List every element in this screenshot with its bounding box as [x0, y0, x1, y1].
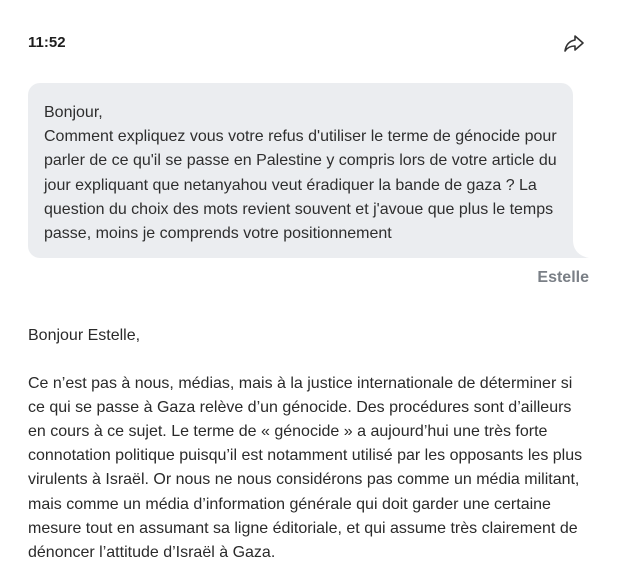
answer-text: Ce n’est pas à nous, médias, mais à la justice internationale de déterminer si ce qui se passe à Gaza relève d’un génocide. Des procédures sont d’ailleurs en cours à ce sujet. Le terme de « génocide » a aujourd’hui une très forte connotation politique puisqu’il est notamment utilisé par les opposants les plus virulents à Israël. Or nous ne nous considérons pas comme un média militant, mais comme un média d’information générale qui doit garder une certaine mesure tout en assumant sa ligne éditoriale, et qui assume très clairement de dénoncer l’attitude d’Israël à Gaza.: [28, 375, 583, 561]
share-arrow-icon: [563, 33, 585, 53]
question-greeting: Bonjour,: [44, 104, 103, 121]
question-text: Comment expliquez vous votre refus d'utiliser le terme de génocide pour parler de ce qu'il se passe en Palestine y compris lors de votre article du jour expliquant que netanyahou veut éradiquer la bande de gaza ? La question du choix des mots revient souvent et j'avoue que plus le temps passe, moins je comprends votre positionnement: [44, 128, 557, 243]
answer-greeting: Bonjour Estelle,: [28, 327, 141, 344]
share-button[interactable]: [563, 33, 585, 53]
bubble-tail: [563, 240, 589, 258]
question-bubble: [28, 83, 573, 258]
question-author: Estelle: [537, 269, 589, 286]
message-time: 11:52: [28, 34, 66, 51]
answer-block: [28, 324, 593, 565]
